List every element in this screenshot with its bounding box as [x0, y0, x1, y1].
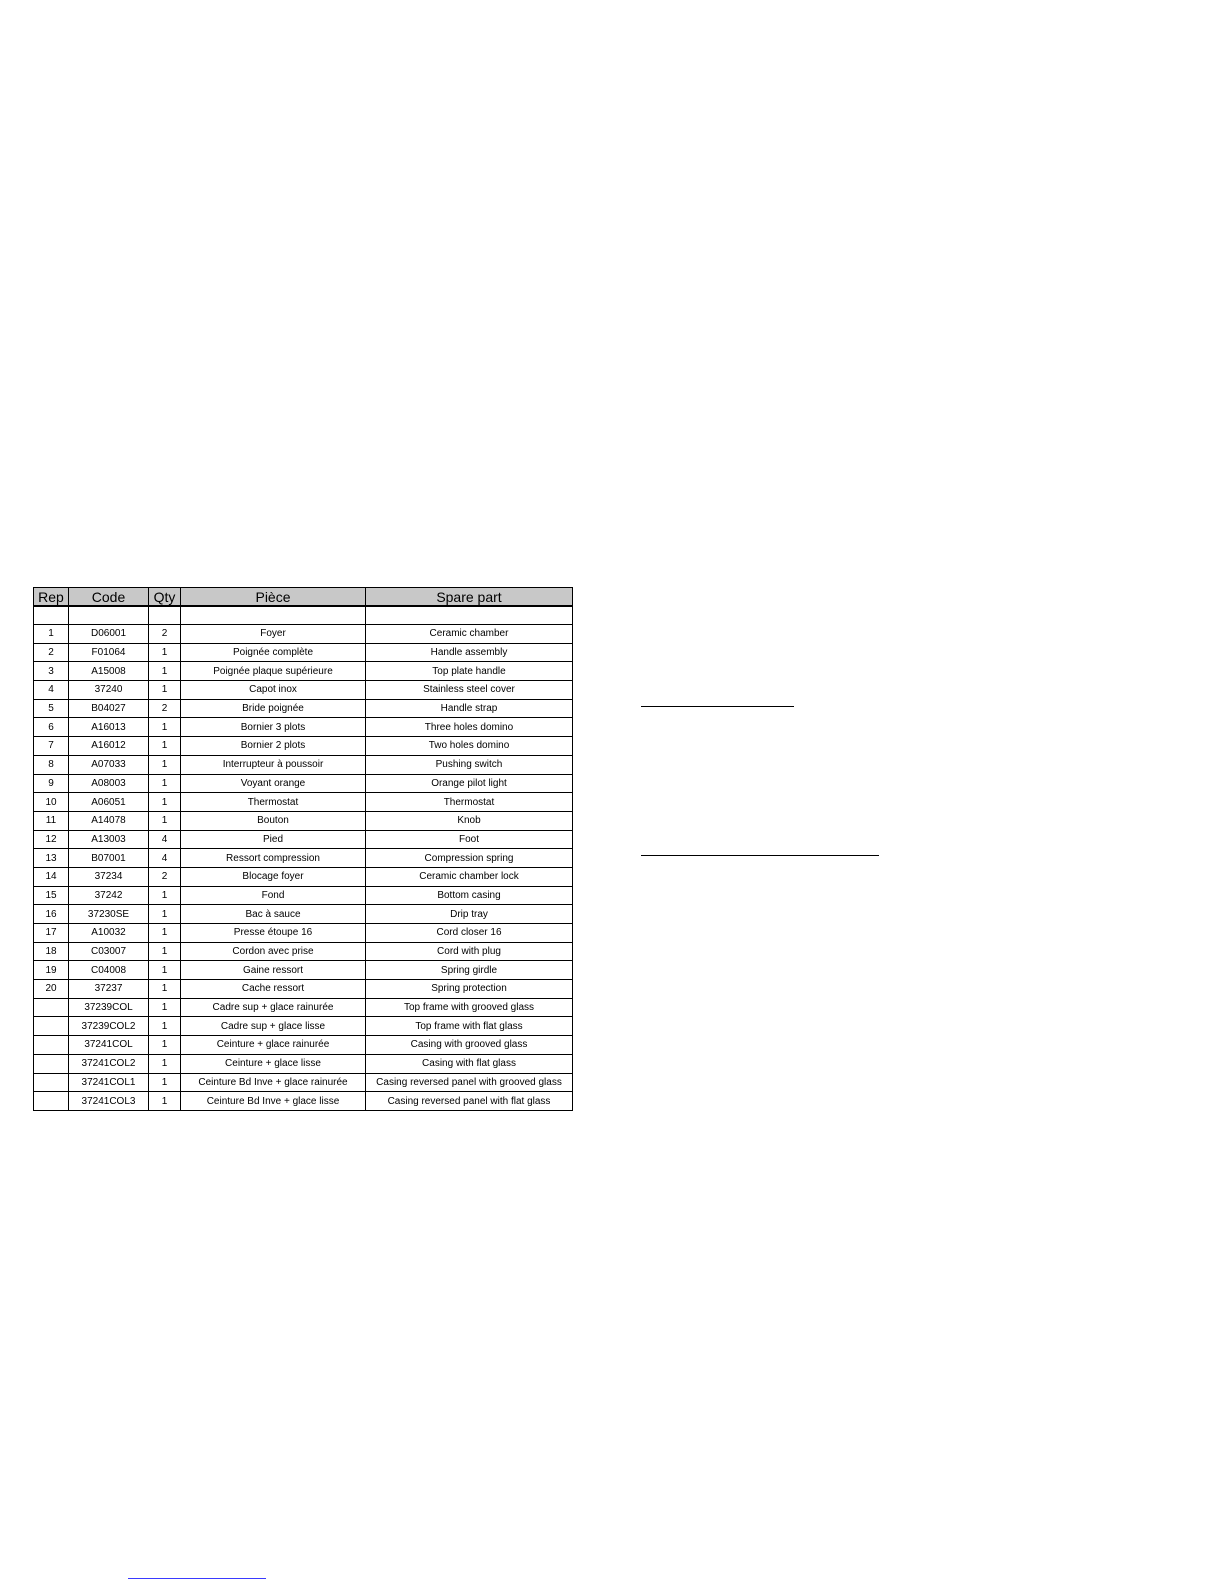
qty-cell: 1	[149, 905, 181, 924]
qty-cell: 2	[149, 699, 181, 718]
table-row	[34, 886, 573, 905]
code-cell: B07001	[69, 849, 149, 868]
table-row	[34, 867, 573, 886]
spare-part-cell: Thermostat	[366, 793, 573, 812]
piece-cell: Pied	[181, 830, 366, 849]
spare-part-cell: Casing reversed panel with flat glass	[366, 1092, 573, 1111]
rep-cell: 5	[34, 699, 69, 718]
rep-cell: 15	[34, 886, 69, 905]
table-row	[34, 699, 573, 718]
table-row	[34, 961, 573, 980]
header-row	[34, 588, 573, 607]
underline-rule-2	[641, 855, 879, 856]
table-row	[34, 793, 573, 812]
rep-cell: 2	[34, 643, 69, 662]
rep-cell: 9	[34, 774, 69, 793]
spare-part-cell: Handle strap	[366, 699, 573, 718]
piece-cell: Ceinture Bd Inve + glace rainurée	[181, 1073, 366, 1092]
spare-part-cell: Ceramic chamber lock	[366, 867, 573, 886]
code-cell: 37241COL1	[69, 1073, 149, 1092]
qty-cell: 1	[149, 811, 181, 830]
table-row	[34, 849, 573, 868]
qty-cell: 4	[149, 830, 181, 849]
code-cell: A10032	[69, 924, 149, 943]
table-row	[34, 774, 573, 793]
table-row	[34, 737, 573, 756]
rep-cell	[34, 1036, 69, 1055]
table-row	[34, 905, 573, 924]
rep-cell: 6	[34, 718, 69, 737]
rep-cell: 16	[34, 905, 69, 924]
blank-row	[34, 606, 573, 625]
spare-part-cell: Handle assembly	[366, 643, 573, 662]
footer-link-underline	[128, 1578, 266, 1579]
table-row	[34, 998, 573, 1017]
header-spare-part: Spare part	[366, 588, 573, 607]
piece-cell: Voyant orange	[181, 774, 366, 793]
qty-cell: 1	[149, 1054, 181, 1073]
code-cell: A16012	[69, 737, 149, 756]
piece-cell: Bac à sauce	[181, 905, 366, 924]
spare-part-cell: Bottom casing	[366, 886, 573, 905]
table-row	[34, 625, 573, 644]
code-cell: D06001	[69, 625, 149, 644]
piece-cell: Foyer	[181, 625, 366, 644]
rep-cell: 3	[34, 662, 69, 681]
spare-part-cell: Top frame with flat glass	[366, 1017, 573, 1036]
code-cell: C03007	[69, 942, 149, 961]
underline-rule-1	[641, 706, 794, 707]
rep-cell: 18	[34, 942, 69, 961]
header-qty: Qty	[149, 588, 181, 607]
rep-cell: 11	[34, 811, 69, 830]
table-row	[34, 662, 573, 681]
table-row	[34, 830, 573, 849]
code-cell: A07033	[69, 755, 149, 774]
piece-cell: Fond	[181, 886, 366, 905]
code-cell: 37237	[69, 980, 149, 999]
spare-part-cell: Three holes domino	[366, 718, 573, 737]
code-cell: A16013	[69, 718, 149, 737]
spare-part-cell: Spring girdle	[366, 961, 573, 980]
code-cell: 37239COL	[69, 998, 149, 1017]
spare-part-cell: Casing with grooved glass	[366, 1036, 573, 1055]
table-body	[34, 606, 573, 1110]
qty-cell: 1	[149, 793, 181, 812]
piece-cell: Interrupteur à poussoir	[181, 755, 366, 774]
qty-cell: 1	[149, 1036, 181, 1055]
table-row	[34, 718, 573, 737]
code-cell: 37241COL3	[69, 1092, 149, 1111]
spare-part-cell: Top plate handle	[366, 662, 573, 681]
spare-part-cell: Orange pilot light	[366, 774, 573, 793]
rep-cell	[34, 1017, 69, 1036]
piece-cell: Poignée plaque supérieure	[181, 662, 366, 681]
qty-cell: 1	[149, 755, 181, 774]
table-row	[34, 1073, 573, 1092]
spare-part-cell: Casing reversed panel with grooved glass	[366, 1073, 573, 1092]
qty-cell: 1	[149, 1092, 181, 1111]
spare-part-cell: Stainless steel cover	[366, 681, 573, 700]
piece-cell: Capot inox	[181, 681, 366, 700]
rep-cell: 10	[34, 793, 69, 812]
spare-part-cell: Pushing switch	[366, 755, 573, 774]
rep-cell	[34, 1092, 69, 1111]
code-cell: 37239COL2	[69, 1017, 149, 1036]
spare-part-cell: Compression spring	[366, 849, 573, 868]
table-row	[34, 942, 573, 961]
piece-cell: Presse étoupe 16	[181, 924, 366, 943]
table-row	[34, 643, 573, 662]
rep-cell: 14	[34, 867, 69, 886]
piece-cell: Ceinture + glace rainurée	[181, 1036, 366, 1055]
qty-cell: 1	[149, 643, 181, 662]
code-cell: 37230SE	[69, 905, 149, 924]
piece-cell: Bornier 3 plots	[181, 718, 366, 737]
spare-part-cell: Top frame with grooved glass	[366, 998, 573, 1017]
piece-cell: Gaine ressort	[181, 961, 366, 980]
piece-cell: Bornier 2 plots	[181, 737, 366, 756]
piece-cell: Blocage foyer	[181, 867, 366, 886]
rep-cell: 1	[34, 625, 69, 644]
code-cell: A06051	[69, 793, 149, 812]
rep-cell: 13	[34, 849, 69, 868]
piece-cell: Ceinture Bd Inve + glace lisse	[181, 1092, 366, 1111]
rep-cell: 8	[34, 755, 69, 774]
qty-cell: 1	[149, 718, 181, 737]
qty-cell: 1	[149, 924, 181, 943]
piece-cell: Cadre sup + glace rainurée	[181, 998, 366, 1017]
spare-part-cell: Spring protection	[366, 980, 573, 999]
table-row	[34, 1036, 573, 1055]
table-row	[34, 924, 573, 943]
rep-cell: 20	[34, 980, 69, 999]
rep-cell	[34, 1073, 69, 1092]
table-header	[34, 588, 573, 607]
code-cell: 37242	[69, 886, 149, 905]
qty-cell: 1	[149, 961, 181, 980]
piece-cell: Cadre sup + glace lisse	[181, 1017, 366, 1036]
qty-cell: 1	[149, 1073, 181, 1092]
qty-cell: 1	[149, 886, 181, 905]
table-row	[34, 755, 573, 774]
header-piece: Pièce	[181, 588, 366, 607]
qty-cell: 1	[149, 681, 181, 700]
rep-cell	[34, 998, 69, 1017]
rep-cell: 12	[34, 830, 69, 849]
spare-parts-table	[33, 587, 573, 1111]
code-cell: F01064	[69, 643, 149, 662]
rep-cell	[34, 1054, 69, 1073]
qty-cell: 2	[149, 625, 181, 644]
header-code: Code	[69, 588, 149, 607]
spare-part-cell: Knob	[366, 811, 573, 830]
qty-cell: 1	[149, 774, 181, 793]
spare-part-cell: Drip tray	[366, 905, 573, 924]
code-cell: 37241COL	[69, 1036, 149, 1055]
spare-part-cell: Cord closer 16	[366, 924, 573, 943]
rep-cell: 19	[34, 961, 69, 980]
table-row	[34, 1092, 573, 1111]
table-row	[34, 811, 573, 830]
qty-cell: 4	[149, 849, 181, 868]
code-cell: 37241COL2	[69, 1054, 149, 1073]
spare-part-cell: Casing with flat glass	[366, 1054, 573, 1073]
code-cell: B04027	[69, 699, 149, 718]
table-row	[34, 1054, 573, 1073]
qty-cell: 1	[149, 662, 181, 681]
rep-cell: 7	[34, 737, 69, 756]
piece-cell: Poignée complète	[181, 643, 366, 662]
spare-part-cell: Ceramic chamber	[366, 625, 573, 644]
table-row	[34, 980, 573, 999]
qty-cell: 1	[149, 998, 181, 1017]
code-cell: A15008	[69, 662, 149, 681]
qty-cell: 1	[149, 1017, 181, 1036]
piece-cell: Thermostat	[181, 793, 366, 812]
code-cell: C04008	[69, 961, 149, 980]
spare-part-cell: Foot	[366, 830, 573, 849]
table-row	[34, 681, 573, 700]
piece-cell: Cordon avec prise	[181, 942, 366, 961]
spare-part-cell: Cord with plug	[366, 942, 573, 961]
piece-cell: Cache ressort	[181, 980, 366, 999]
code-cell: A13003	[69, 830, 149, 849]
rep-cell: 4	[34, 681, 69, 700]
qty-cell: 2	[149, 867, 181, 886]
table-row	[34, 1017, 573, 1036]
header-rep: Rep	[34, 588, 69, 607]
qty-cell: 1	[149, 942, 181, 961]
code-cell: A08003	[69, 774, 149, 793]
piece-cell: Bride poignée	[181, 699, 366, 718]
code-cell: 37240	[69, 681, 149, 700]
piece-cell: Ressort compression	[181, 849, 366, 868]
piece-cell: Ceinture + glace lisse	[181, 1054, 366, 1073]
rep-cell: 17	[34, 924, 69, 943]
code-cell: A14078	[69, 811, 149, 830]
qty-cell: 1	[149, 980, 181, 999]
code-cell: 37234	[69, 867, 149, 886]
spare-part-cell: Two holes domino	[366, 737, 573, 756]
qty-cell: 1	[149, 737, 181, 756]
piece-cell: Bouton	[181, 811, 366, 830]
